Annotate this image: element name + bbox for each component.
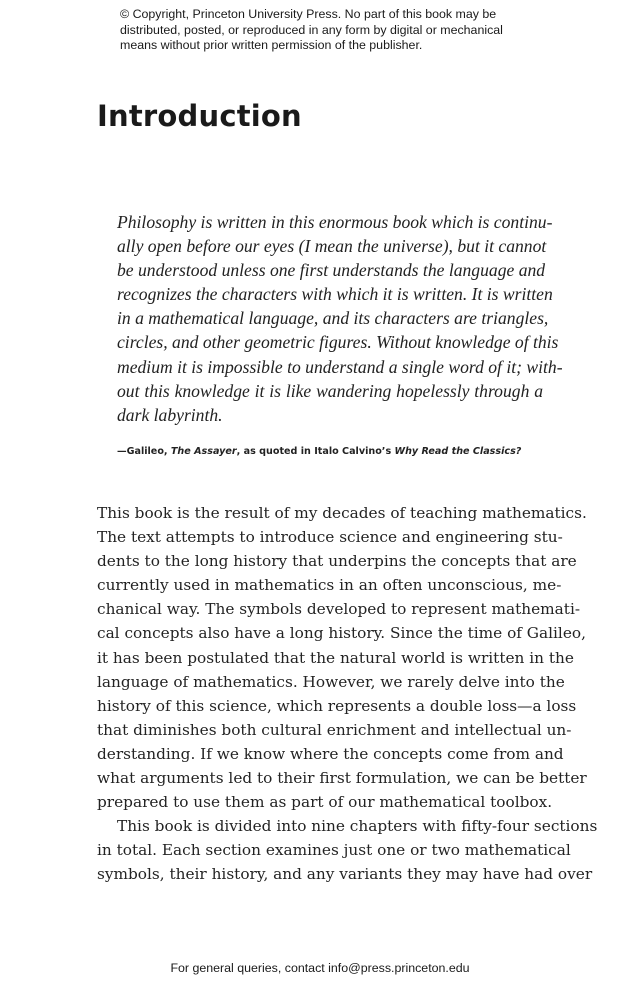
copyright-notice [120,7,540,54]
body-line: dents to the long history that underpins the concepts that are [97,552,577,571]
body-line: what arguments led to their first formulation, we can be better [97,769,587,788]
body-line: The text attempts to introduce science and engineering stu- [97,528,563,547]
copyright-line: means without prior written permission of the publisher. [120,38,423,52]
body-line: in total. Each section examines just one or two mathematical [97,841,571,860]
body-text [97,501,598,887]
attribution-work: The Assayer [170,446,237,457]
body-line: it has been postulated that the natural world is written in the [97,648,574,667]
epigraph-line: dark labyrinth. [117,404,223,425]
body-line: that diminishes both cultural enrichment and intellectual un- [97,720,572,739]
attribution-middle: , as quoted in Italo Calvino’s [236,446,395,457]
copyright-line: distributed, posted, or reproduced in any form by digital or mechanical [120,22,503,37]
footer-contact: For general queries, contact info@press.princeton.edu [170,961,470,975]
body-line: cal concepts also have a long history. Since the time of Galileo, [97,624,586,643]
body-line: This book is the result of my decades of teaching mathematics. [97,504,587,522]
epigraph-line: Philosophy is written in this enormous book which is continu- [117,212,553,232]
body-line: prepared to use them as part of our mathematical toolbox. [97,793,553,812]
body-line: This book is divided into nine chapters with fifty-four sections [117,817,598,836]
body-line: chanical way. The symbols developed to represent mathemati- [97,600,581,619]
body-line: history of this science, which represents a double loss—a loss [97,696,577,715]
epigraph-line: out this knowledge it is like wandering hopelessly through a [117,380,543,401]
epigraph-line: recognizes the characters with which it is written. It is written [117,284,553,305]
body-line: derstanding. If we know where the concepts come from and [97,744,564,763]
epigraph-quote [117,210,563,427]
body-line: language of mathematics. However, we rarely delve into the [97,672,565,691]
attribution-source: Why Read the Classics? [394,446,522,457]
epigraph-line: in a mathematical language, and its characters are triangles, [117,308,549,329]
epigraph-line: be understood unless one first understands the language and [117,260,546,281]
chapter-title: Introduction [97,99,302,133]
body-line: currently used in mathematics in an often unconscious, me- [97,576,562,595]
epigraph-line: medium it is impossible to understand a single word of it; with- [117,356,563,377]
epigraph-line: ally open before our eyes (I mean the universe), but it cannot [117,236,547,257]
epigraph-attribution [117,446,543,457]
body-line: symbols, their history, and any variants they may have had over [97,865,593,884]
copyright-line: © Copyright, Princeton University Press. No part of this book may be [120,7,497,21]
epigraph-line: circles, and other geometric figures. Without knowledge of this [117,332,559,353]
attribution-prefix: —Galileo, [117,446,171,457]
